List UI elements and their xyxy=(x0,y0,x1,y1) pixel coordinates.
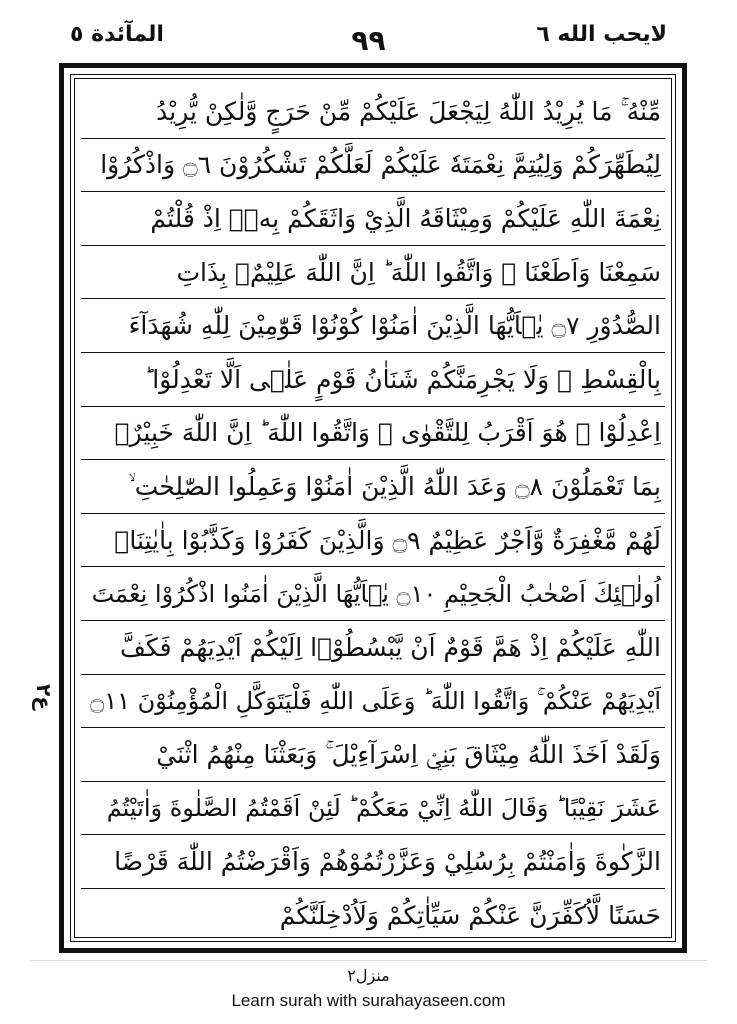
surah-name: المآئدة ٥ xyxy=(70,22,164,47)
juz-name: لايحب الله ٦ xyxy=(536,22,667,47)
verse-line: سَمِعْنَا وَاَطَعْنَا ۡ وَاتَّقُوا اللّٰهَ ؕ اِنَّ اللّٰهَ عَلِيْمٌۢ بِذَاتِ xyxy=(81,246,665,300)
verse-line: اُولٰۤئِكَ اَصْحٰبُ الْجَحِيْمِ ۝١٠ يٰۤاَيُّهَا الَّذِيْنَ اٰمَنُوا اذْكُرُوْا نِعْمَتَ xyxy=(81,567,665,621)
text-frame xyxy=(59,63,687,953)
verse-line: بِالْقِسْطِ ۡ وَلَا يَجْرِمَنَّكُمْ شَنَاٰنُ قَوْمٍ عَلٰۤى اَلَّا تَعْدِلُوْا ؕ xyxy=(81,353,665,407)
verse-line: لَهُمْ مَّغْفِرَةٌ وَّاَجْرٌ عَظِيْمٌ ۝٩ وَالَّذِيْنَ كَفَرُوْا وَكَذَّبُوْا بِاٰيٰتِنَاۤ xyxy=(81,514,665,568)
verse-line: وَلَقَدْ اَخَذَ اللّٰهُ مِيْثَاقَ بَنِيْۤ اِسْرَآءِيْلَ ۚ وَبَعَثْنَا مِنْهُمُ اثْنَيْ xyxy=(81,728,665,782)
ruku-margin-mark: ع٢ xyxy=(32,684,56,710)
verse-line: مِّنْهُ ۚ مَا يُرِيْدُ اللّٰهُ لِيَجْعَلَ عَلَيْكُمْ مِّنْ حَرَجٍ وَّلٰكِنْ يُّرِيْدُ xyxy=(81,85,665,139)
manzil-label: منزل٢ xyxy=(347,966,390,985)
verse-line: حَسَنًا لَّاُكَفِّرَنَّ عَنْكُمْ سَيِّاٰتِكُمْ وَلَاُدْخِلَنَّكُمْ xyxy=(279,901,661,931)
verse-lines xyxy=(81,85,665,936)
page-header xyxy=(0,0,737,62)
page-number: ٩٩ xyxy=(351,24,386,57)
verse-line: بِمَا تَعْمَلُوْنَ ۝٨ وَعَدَ اللّٰهُ الَّذِيْنَ اٰمَنُوْا وَعَمِلُوا الصّٰلِحٰتِ ۙ xyxy=(81,460,665,514)
verse-line: عَشَرَ نَقِيْبًا ؕ وَقَالَ اللّٰهُ اِنِّيْ مَعَكُمْ ؕ لَئِنْ اَقَمْتُمُ الصَّلٰوةَ وَاٰتَيْتُمُ xyxy=(81,782,665,836)
footer-divider xyxy=(30,960,707,961)
verse-line: اللّٰهِ عَلَيْكُمْ اِذْ هَمَّ قَوْمٌ اَنْ يَّبْسُطُوْۤا اِلَيْكُمْ اَيْدِيَهُمْ فَكَفَّ xyxy=(81,621,665,675)
verse-line: لِيُطَهِّرَكُمْ وَلِيُتِمَّ نِعْمَتَهٗ عَلَيْكُمْ لَعَلَّكُمْ تَشْكُرُوْنَ ۝٦ وَاذْكُرُوْا xyxy=(81,139,665,193)
footer-credit: Learn surah with surahayaseen.com xyxy=(231,991,506,1010)
verse-line: الزَّكٰوةَ وَاٰمَنْتُمْ بِرُسُلِيْ وَعَزَّرْتُمُوْهُمْ وَاَقْرَضْتُمُ اللّٰهَ قَرْضًا xyxy=(81,835,665,889)
verse-line: اِعْدِلُوْا ۫ هُوَ اَقْرَبُ لِلتَّقْوٰى ۡ وَاتَّقُوا اللّٰهَ ؕ اِنَّ اللّٰهَ خَبِيْرٌۢ xyxy=(81,407,665,461)
verse-line: نِعْمَةَ اللّٰهِ عَلَيْكُمْ وَمِيْثَاقَهُ الَّذِيْ وَاثَقَكُمْ بِهٖۙ اِذْ قُلْتُمْ xyxy=(81,192,665,246)
verse-line: الصُّدُوْرِ ۝٧ يٰۤاَيُّهَا الَّذِيْنَ اٰمَنُوْا كُوْنُوْا قَوّٰمِيْنَ لِلّٰهِ شُهَدَآءَ xyxy=(81,299,665,353)
verse-line: اَيْدِيَهُمْ عَنْكُمْ ۚ وَاتَّقُوا اللّٰهَ ؕ وَعَلَى اللّٰهِ فَلْيَتَوَكَّلِ الْمُؤْمِنُوْنَ ۝١١ xyxy=(81,675,665,729)
